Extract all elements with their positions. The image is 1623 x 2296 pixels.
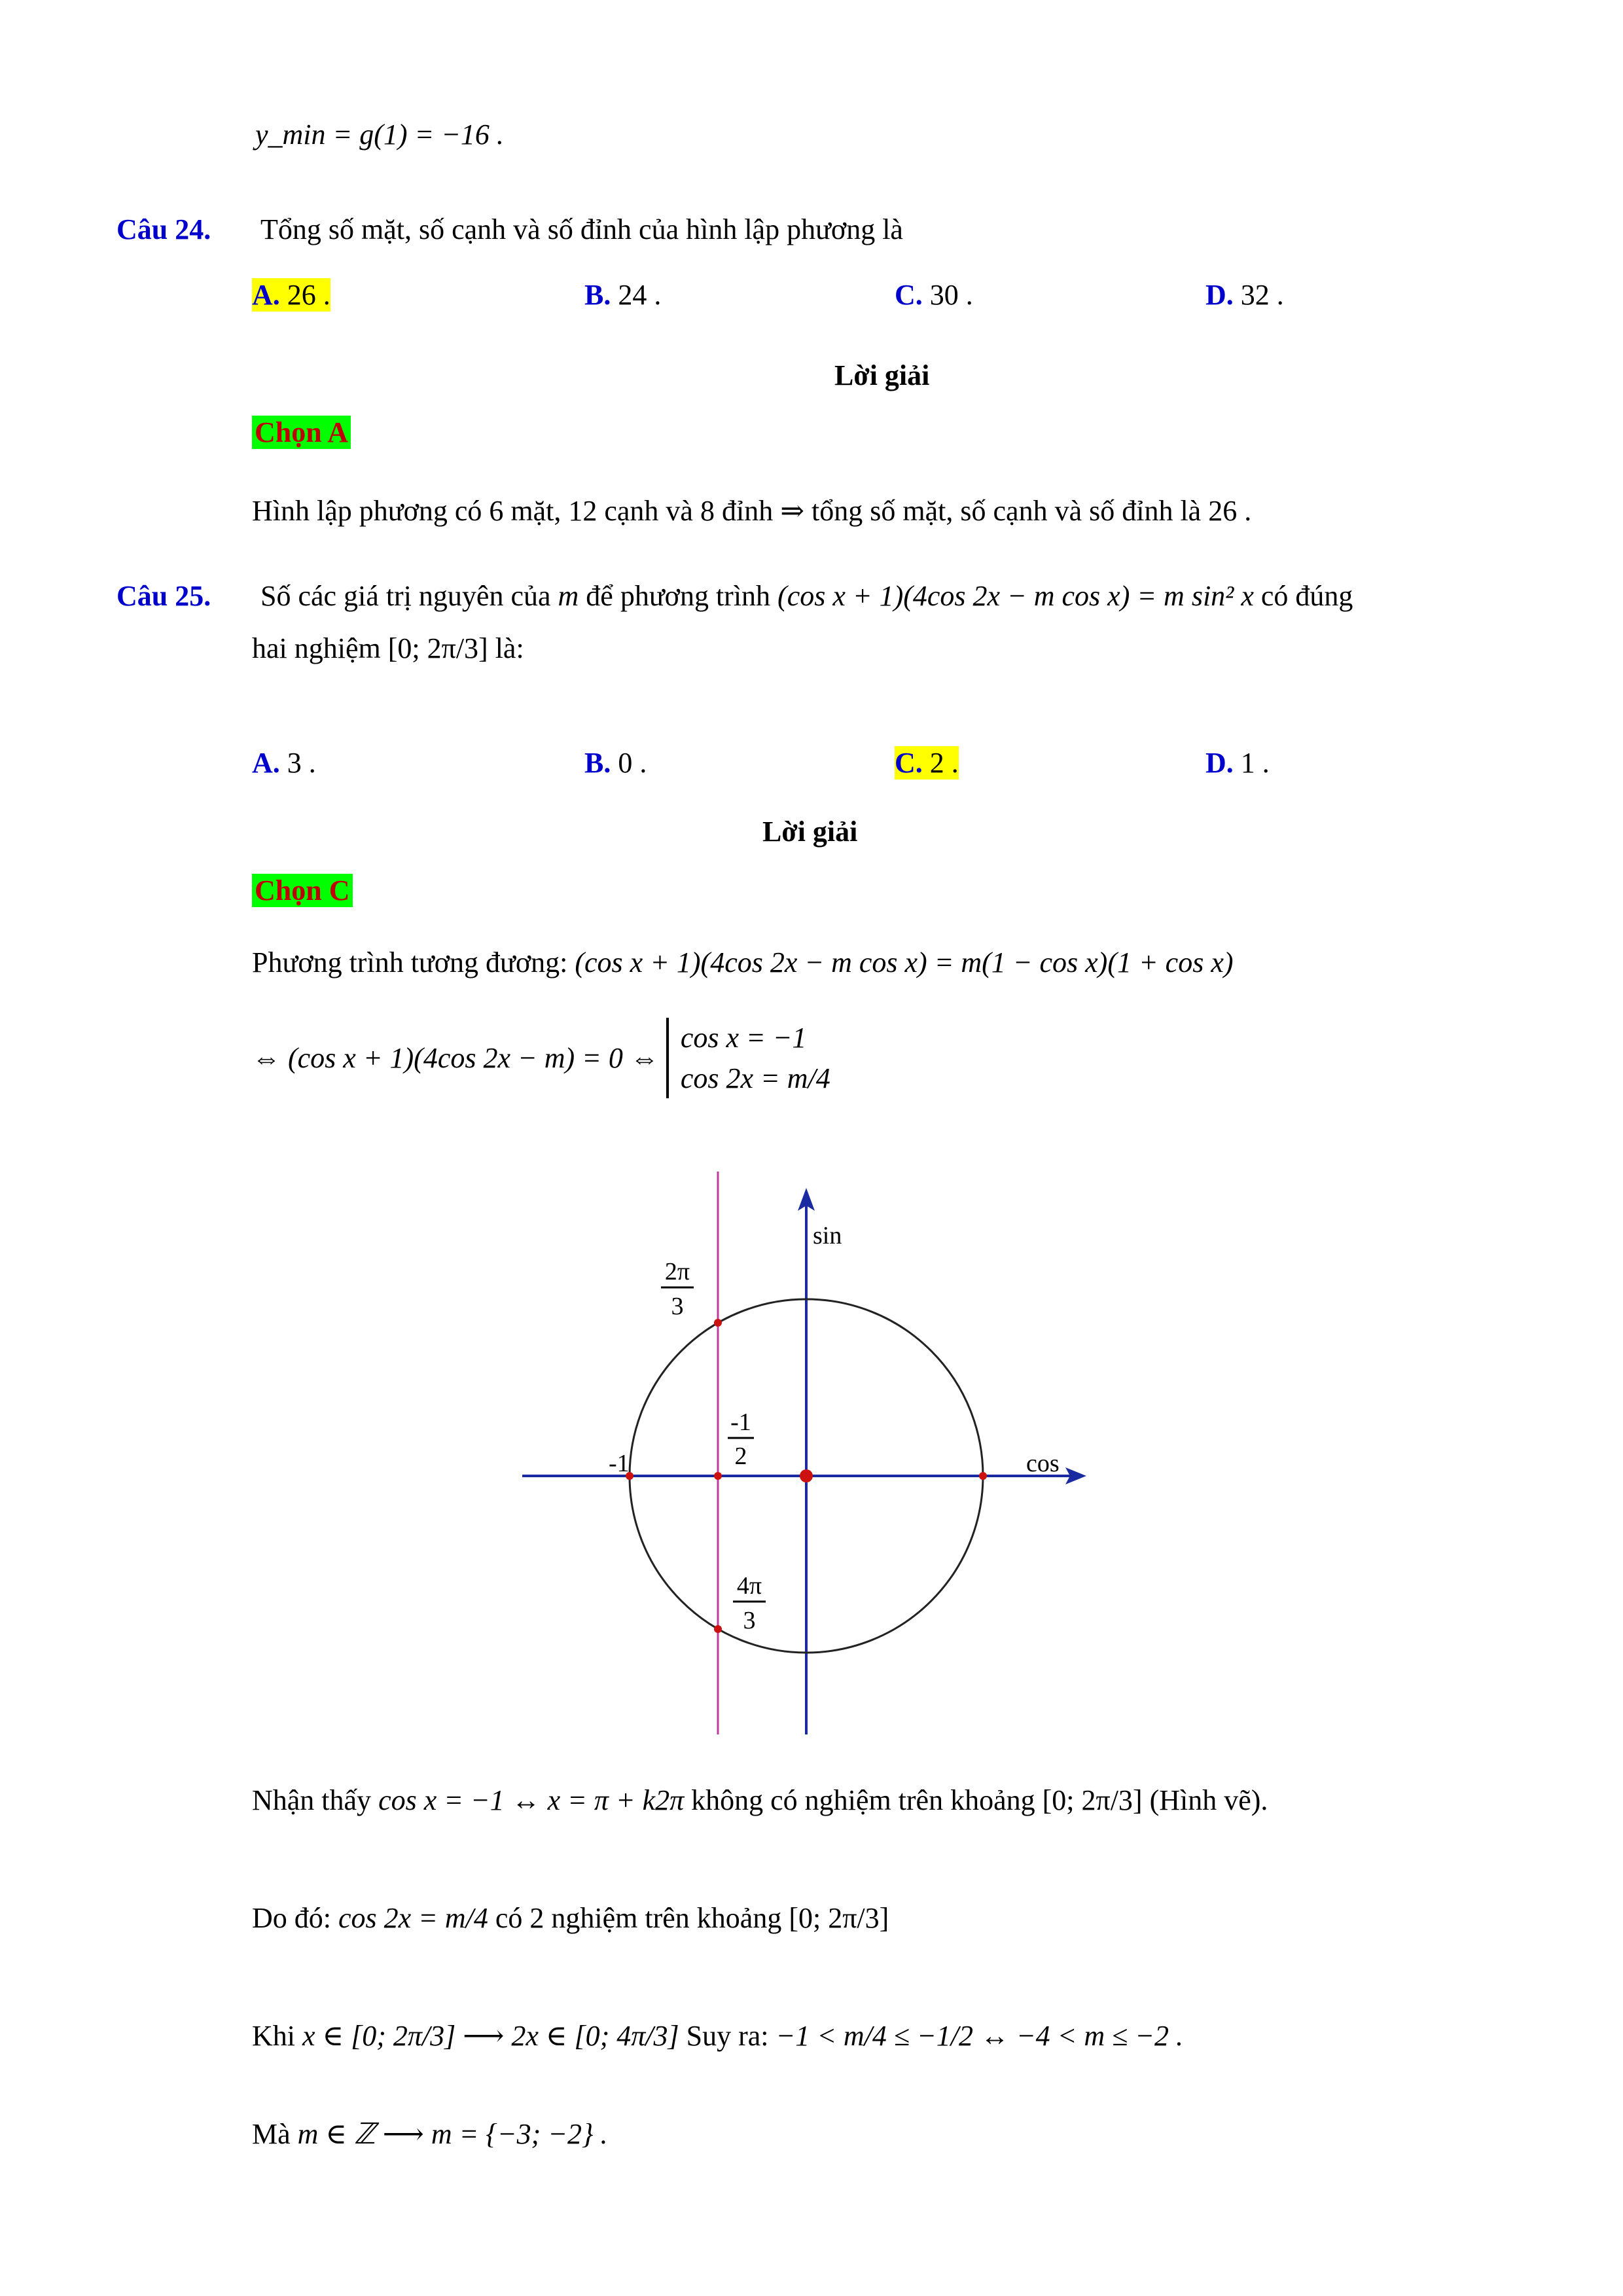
option-value: 1 . — [1240, 747, 1270, 779]
q25-step2-cases — [666, 1018, 830, 1098]
q25-step1-equation: (cos x + 1)(4cos 2x − m cos x) = m(1 − cos x)(1 + cos x) — [575, 946, 1234, 978]
option-value: 3 . — [287, 747, 316, 779]
q25-obs-equation: cos x = −1 ↔ x = π + k2π — [378, 1784, 685, 1816]
option-letter: C. — [895, 279, 923, 311]
q25-chosen-answer: Chọn C — [252, 874, 353, 907]
q25-therefore-prefix: Do đó: — [252, 1902, 331, 1934]
q25-step1 — [252, 946, 1234, 979]
point-4pi3 — [714, 1625, 722, 1633]
q25-option-d[interactable] — [1205, 746, 1270, 780]
option-value: 26 . — [287, 279, 330, 311]
q25-step1-label: Phương trình tương đương: — [252, 946, 568, 978]
q25-text-after: có đúng — [1260, 580, 1353, 612]
question-24-label: Câu 24. — [116, 213, 211, 245]
q25-implies-label: Suy ra: — [686, 2020, 769, 2052]
option-letter: D. — [1205, 279, 1234, 311]
question-24-text: Tổng số mặt, số cạnh và số đỉnh của hình lập phương là — [260, 213, 903, 245]
point-pos1 — [979, 1472, 987, 1480]
q25-option-c[interactable] — [895, 746, 959, 780]
q25-line2-before: hai nghiệm — [252, 632, 381, 664]
cos-axis-label: cos — [1026, 1450, 1060, 1477]
option-value: 24 . — [618, 279, 662, 311]
unit-circle-figure — [510, 1172, 1099, 1748]
q25-therefore — [252, 1901, 889, 1935]
q25-conclusion-prefix: Mà — [252, 2118, 291, 2150]
q25-implies-equation: −1 < m/4 ≤ −1/2 ↔ −4 < m ≤ −2 . — [776, 2020, 1183, 2052]
point-2pi3 — [714, 1319, 722, 1327]
option-value: 30 . — [929, 279, 973, 311]
q25-step2-equation: ⇔ (cos x + 1)(4cos 2x − m) = 0 ⇔ — [252, 1042, 659, 1075]
q25-obs-prefix: Nhận thấy — [252, 1784, 372, 1816]
q24-solution-text: Hình lập phương có 6 mặt, 12 cạnh và 8 đỉnh ⇒ tổng số mặt, số cạnh và số đỉnh là 26 . — [252, 495, 1252, 527]
option-letter: C. — [895, 747, 923, 779]
q25-case-1: cos x = −1 — [680, 1022, 807, 1054]
sin-axis-label: sin — [813, 1222, 842, 1249]
q24-option-c[interactable] — [895, 278, 973, 312]
q24-option-a[interactable] — [252, 278, 330, 312]
q25-line2-after: là: — [495, 632, 524, 664]
q25-obs-interval: [0; 2π/3] — [1042, 1784, 1143, 1816]
q25-conclusion-equation: m ∈ ℤ ⟶ m = {−3; −2} . — [297, 2118, 608, 2150]
option-letter: A. — [252, 747, 280, 779]
q24-chosen-answer: Chọn A — [252, 416, 351, 449]
q25-text-mid: để phương trình — [586, 580, 771, 612]
q25-conclusion — [252, 2117, 608, 2151]
option-letter: B. — [584, 747, 611, 779]
q25-therefore-mid: có 2 nghiệm trên khoảng — [495, 1902, 782, 1934]
q25-case-2: cos 2x = m/4 — [680, 1062, 830, 1094]
label-neg1: -1 — [609, 1450, 630, 1477]
question-25-line2 — [252, 632, 524, 665]
q25-equation: (cos x + 1)(4cos 2x − m cos x) = m sin² x — [777, 580, 1254, 612]
q24-option-b[interactable] — [584, 278, 661, 312]
origin-point — [800, 1469, 813, 1482]
label-2pi3-den: 3 — [671, 1293, 684, 1320]
option-letter: D. — [1205, 747, 1234, 779]
previous-result-line: y_min = g(1) = −16 . — [255, 118, 504, 151]
q25-therefore-equation: cos 2x = m/4 — [338, 1902, 488, 1934]
q24-option-d[interactable] — [1205, 278, 1284, 312]
q25-solution-heading: Lời giải — [762, 816, 858, 848]
q25-when-prefix: Khi — [252, 2020, 295, 2052]
q25-obs-suffix: (Hình vẽ). — [1149, 1784, 1268, 1816]
q25-when-equation: x ∈ [0; 2π/3] ⟶ 2x ∈ [0; 4π/3] — [302, 2020, 679, 2052]
question-25-line1 — [260, 579, 1353, 613]
option-value: 0 . — [618, 747, 647, 779]
label-half-den: 2 — [734, 1443, 747, 1470]
q25-interval: [0; 2π/3] — [387, 632, 488, 664]
q25-var-m: m — [558, 580, 579, 612]
q25-step2 — [252, 1018, 830, 1098]
option-value: 32 . — [1240, 279, 1284, 311]
point-neg-half — [714, 1472, 722, 1480]
question-25-label: Câu 25. — [116, 580, 211, 612]
q25-option-b[interactable] — [584, 746, 647, 780]
q24-solution-heading: Lời giải — [834, 359, 930, 391]
q25-therefore-interval: [0; 2π/3] — [789, 1902, 889, 1934]
label-4pi3-den: 3 — [743, 1607, 756, 1634]
label-half-num: -1 — [730, 1408, 751, 1436]
q25-observation — [252, 1784, 1268, 1817]
label-2pi3-num: 2π — [664, 1258, 690, 1285]
q25-option-a[interactable] — [252, 746, 316, 780]
label-4pi3-num: 4π — [736, 1572, 762, 1600]
q25-obs-mid: không có nghiệm trên khoảng — [691, 1784, 1035, 1816]
q25-text-before: Số các giá trị nguyên của — [260, 580, 551, 612]
option-letter: B. — [584, 279, 611, 311]
option-letter: A. — [252, 279, 280, 311]
option-value: 2 . — [929, 747, 959, 779]
q25-when — [252, 2019, 1183, 2053]
